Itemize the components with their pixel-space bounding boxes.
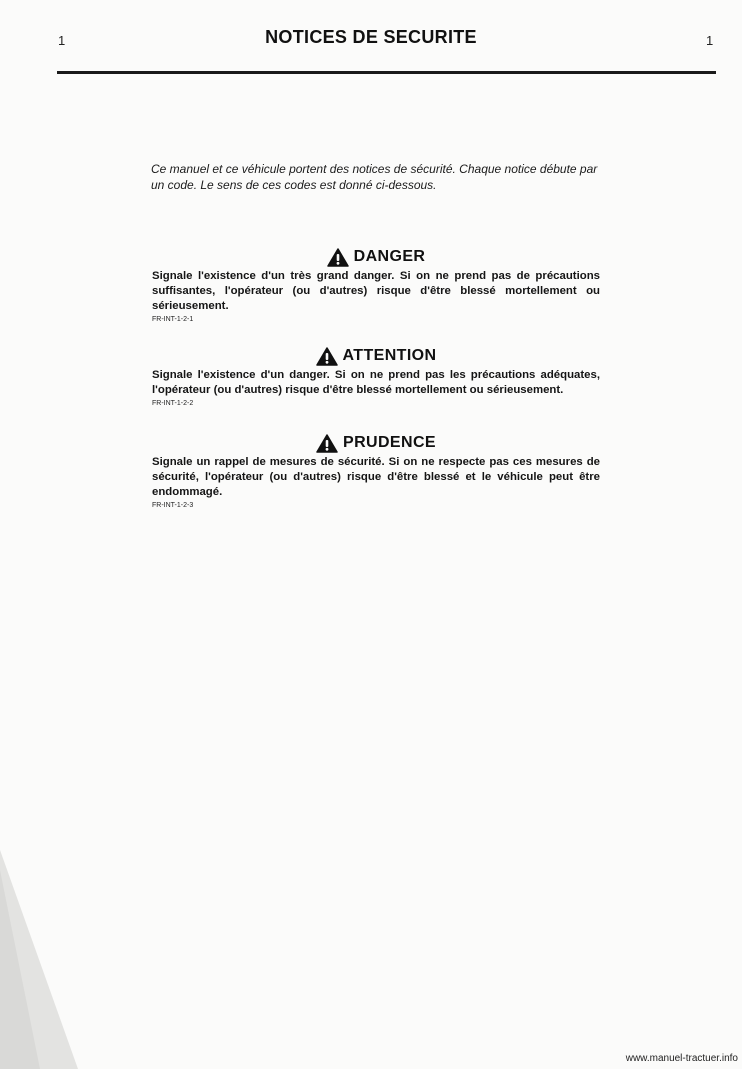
- notice-code: FR-INT-1-2-2: [152, 400, 194, 407]
- warning-triangle-icon: [327, 248, 349, 267]
- notice-heading-label: PRUDENCE: [343, 434, 436, 451]
- warning-triangle-icon: [316, 434, 338, 453]
- notice-body: Signale l'existence d'un danger. Si on ne prend pas les précautions adéquates, l'opérateur (ou d'autres) risque d'être blessé mortellement ou sérieusement.: [152, 369, 600, 396]
- notice-attention: [152, 346, 600, 408]
- page-number-right: 1: [706, 33, 714, 48]
- notice-body: Signale un rappel de mesures de sécurité. Si on ne respecte pas ces mesures de sécurité, l'opérateur (ou d'autres) risque d'être blessé et le véhicule peut être endommagé.: [152, 456, 600, 498]
- intro-paragraph: Ce manuel et ce véhicule portent des notices de sécurité. Chaque notice débute par un code. Le sens de ces codes est donné ci-dessous.: [151, 162, 598, 192]
- notice-code: FR-INT-1-2-1: [152, 316, 194, 323]
- notice-heading-label: DANGER: [353, 248, 426, 265]
- notice-heading-label: ATTENTION: [342, 347, 437, 364]
- warning-triangle-icon: [316, 347, 338, 366]
- notice-code: FR-INT-1-2-3: [152, 502, 194, 509]
- notice-danger: [152, 247, 600, 324]
- header-rule: [57, 71, 716, 74]
- notice-heading: [152, 346, 600, 366]
- notice-heading: [152, 433, 600, 453]
- notice-body: Signale l'existence d'un très grand danger. Si on ne prend pas de précautions suffisantes, l'opérateur (ou d'autres) risque d'être blessé mortellement ou sérieusement.: [152, 270, 600, 312]
- page-title: NOTICES DE SECURITE: [265, 27, 477, 47]
- notice-prudence: [152, 433, 600, 510]
- notice-heading: [152, 247, 600, 267]
- page-number-left: 1: [58, 33, 66, 48]
- footer-url[interactable]: www.manuel-tractuer.info: [625, 1053, 738, 1064]
